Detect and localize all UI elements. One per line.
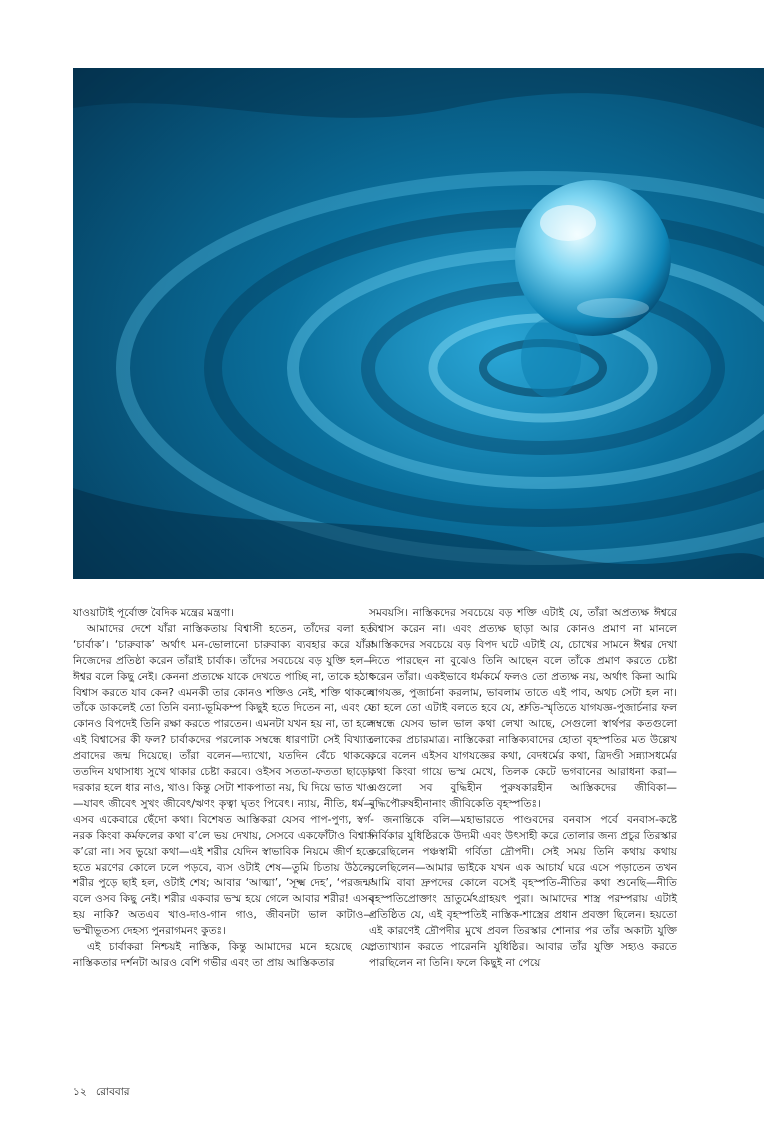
article-column-left <box>73 606 374 972</box>
water-droplet-illustration <box>73 68 764 579</box>
water-droplet-photo <box>73 68 764 579</box>
magazine-name: রোববার <box>95 1086 130 1098</box>
article-column-right <box>369 606 677 972</box>
article-paragraph: যাওয়াটাই পূর্বোক্ত বৈদিক মন্ত্রের মন্ত্রণা। <box>73 607 234 619</box>
page-number: ১২ <box>73 1086 87 1098</box>
article-paragraph: এই চার্বাকরা নিশ্চয়ই নাস্তিক, কিন্তু আমাদের মনে হয়েছে যে, নাস্তিকতার দর্শনটা আরও বেশি গভীর এবং তা প্রায় আস্তিকতার <box>73 941 374 969</box>
article-paragraph: সমবয়সি। নাস্তিকদের সবচেয়ে বড় শক্তি এটাই যে, তাঁরা অপ্রত্যক্ষ ঈশ্বরে বিশ্বাস করেন না। এবং প্রত্যক্ষ ছাড়া আর কোনও প্রমাণ না মানলে আস্তিকদের সবচেয়ে বড় বিপদ ঘটে এটাই যে, চোখের সামনে ঈশ্বর দেখা দিতে পারছেন না বুঝেও তিনি আছেন বলে তাঁকে প্রমাণ করতে চেষ্টা করেন তাঁরা। একইভাবে ধর্মকর্মে ফলও তো প্রত্যক্ষ নয়, অর্থাৎ কিনা আমি যাগযজ্ঞ, পুজার্চনা করলাম, ভাবলাম তাতে এই পাব, অথচ সেটা হল না। তা হলে তো এটাই বলতে হবে যে, শ্রুতি-স্মৃতিতে যাগযজ্ঞ-পুজার্চনার ফল সম্বন্ধে যেসব ভাল ভাল কথা লেখা আছে, সেগুলো স্বার্থপর কতগুলো লোকের প্রচারমাত্র। নাস্তিকেরা নাস্তিক্যবাদের হোতা বৃহস্পতির মত উল্লেখ করে বলেন এইসব যাগযজ্ঞের কথা, বেদধর্মের কথা, ত্রিদণ্ডী সন্ন্যাসধর্মের কথা কিংবা গায়ে ভস্ম মেখে, তিলক কেটে ভগবানের আরাধনা করা—এগুলো সব বুদ্ধিহীন পুরুষকারহীন আস্তিকদের জীবিকা—বুদ্ধিপৌরুষহীনানাং জীবিকেতি বৃহস্পতিঃ। <box>369 607 677 810</box>
page-footer <box>73 1085 136 1102</box>
article-paragraph: জনান্তিকে বলি—মহাভারতে পাণ্ডবদের বনবাস পর্বে বনবাস-কষ্টে নির্বিকার যুধিষ্ঠিরকে উদ্যমী এবং উৎসাহী করে তোলার জন্য প্রচুর তিরস্কার করেছিলেন পঞ্চস্বামী গর্বিতা দ্রৌপদী। সেই সময় তিনি কথায় কথায় বলেছিলেন—আমার ভাইকে যখন এক আচার্য ঘরে এসে পড়াতেন তখন আমি বাবা দ্রুপদের কোলে বসেই বৃহস্পতি-নীতির কথা শুনেছি—নীতি বৃহস্পতিপ্রোক্তাং ভ্রাতুর্মেঽগ্রাহয়ৎ পুরা। আমাদের শাস্ত্র পরম্পরায় এটাই প্রতিষ্ঠিত যে, এই বৃহস্পতিই নাস্তিক-শাস্ত্রের প্রধান প্রবক্তা ছিলেন। হয়তো এই কারণেই দ্রৌপদীর মুখে প্রবল তিরস্কার শোনার পর তাঁর অকাট্য যুক্তি প্রত্যাখ্যান করতে পারেননি যুধিষ্ঠির। আবার তাঁর যুক্তি সহ্যও করতে পারছিলেন না তিনি। ফলে কিছুই না পেয়ে <box>369 813 677 969</box>
article-paragraph: আমাদের দেশে যাঁরা নাস্তিকতায় বিশ্বাসী হতেন, তাঁদের বলা হত ‘চার্বাক’। ‘চারুবাক’ অর্থাৎ মন-ভোলানো চারুবাক্য ব্যবহার করে যাঁরা নিজেদের প্রতিষ্ঠা করেন তাঁরাই চার্বাক। তাঁদের সবচেয়ে বড় যুক্তি হল—ঈশ্বর বলে কিছু নেই। কেননা প্রত্যক্ষে যাকে দেখতে পাচ্ছি না, তাকে হঠাৎ বিশ্বাস করতে যাব কেন? এমনকী তার কোনও শক্তিও নেই, শক্তি থাকলে তাঁকে ডাকলেই তো তিনি বন্যা-ভূমিকম্প কিছুই হতে দিতেন না, এবং যে কোনও বিপদেই তিনি রক্ষা করতে পারতেন। এমনটা যখন হয় না, তা হলে এই বিশ্বাসের কী ফল? চার্বাকদের পরলোক সম্বন্ধে ধারণাটা সেই বিখ্যাত প্রবাদের জন্ম দিয়েছে। তাঁরা বলেন—দ্যাখো, যতদিন বেঁচে থাকবে, ততদিন যথাসাধ্য সুখে থাকার চেষ্টা করবে। ওইসব সততা-ফততা ছাড়ো, দরকার হলে ধার নাও, খাও। কিন্তু সেটা শাকপাতা নয়, ঘি দিয়ে ভাত খাও—যাবৎ জীবেৎ সুখং জীবেৎ/ঋণং কৃত্বা ঘৃতং পিবেৎ। ন্যায়, নীতি, ধর্ম—এসব একেবারে ছেঁদো কথা। বিশেষত আস্তিকরা যেসব পাপ-পুণ্য, স্বর্গ-নরক কিংবা কর্মফলের কথা ব’লে ভয় দেখায়, সেসবে একফোঁটাও বিশ্বাস ক’রো না। সব ভুয়ো কথা—এই শরীর যেদিন স্বাভাবিক নিয়মে জীর্ণ হতে হতে মরণের কোলে ঢলে পড়বে, ব্যস ওটাই শেষ—তুমি চিতায় উঠলে, শরীর পুড়ে ছাই হল, ওটাই শেষ; আবার ‘আত্মা’, ‘সূক্ষ্ম দেহ’, ‘পরজন্ম’ বলে ওসব কিছু নেই। শরীর একবার ভস্ম হয়ে গেলে আবার শরীর! এসব হয় নাকি? অতএব খাও-দাও-গান গাও, জীবনটা ভাল কাটাও—ভস্মীভূতস্য দেহস্য পুনরাগমনং কুতঃ। <box>73 622 374 938</box>
